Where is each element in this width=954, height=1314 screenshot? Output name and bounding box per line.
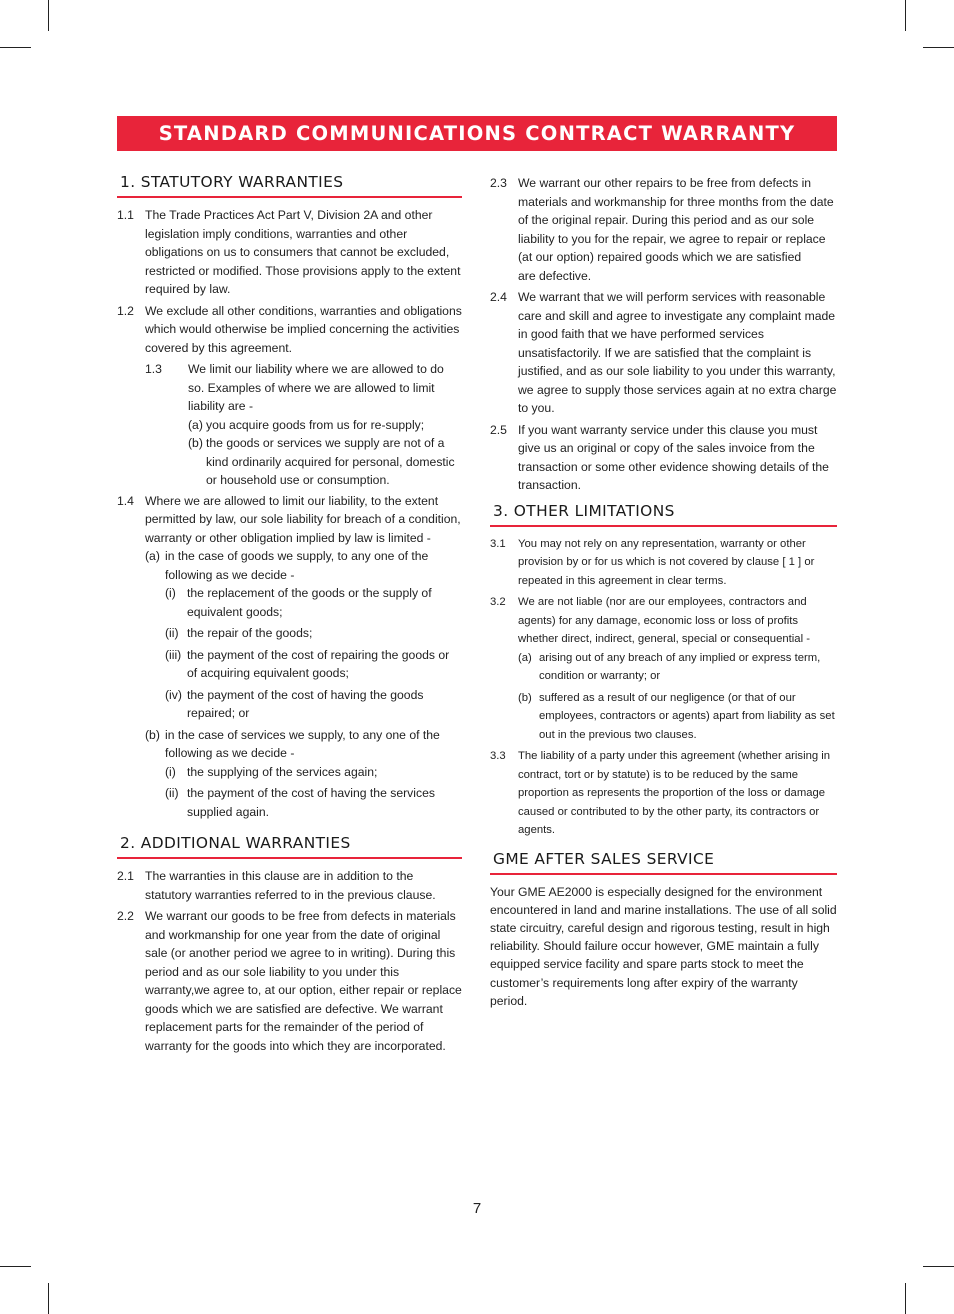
clause-text: We are not liable (nor are our employees, contractors and agents) for any damage, economic loss or loss of profits whether direct, indirect, general, special or consequential - <box>518 596 810 645</box>
clause-3-2-a <box>518 649 837 686</box>
clause-2-3 <box>490 174 837 285</box>
clause-1-3 <box>145 360 462 490</box>
clause-2-2 <box>117 907 462 1055</box>
clause-2-5 <box>490 421 837 495</box>
crop-mark-bottom-left-h <box>0 1266 31 1267</box>
clause-text: in the case of services we supply, to any one of the following as we decide - <box>165 727 440 760</box>
clause-text: suffered as a result of our negligence (or that of our employees, contractors or agents) apart from liability as set out in the previous two clauses. <box>539 691 835 741</box>
clause-text: Where we are allowed to limit our liability, to the extent permitted by law, our sole liability for breach of a condition, warranty or other obligation implied by law is limited - <box>145 493 461 545</box>
clause-text: the payment of the cost of having the goods repaired; or <box>187 687 424 720</box>
clause-roman: (ii) <box>165 626 179 640</box>
clause-1-4 <box>117 492 462 822</box>
clause-number: 2.1 <box>117 869 134 883</box>
clause-text: You may not rely on any representation, warranty or other provision by or for us which is not covered by clause [ 1 ] or repeated in this agreement in clear terms. <box>518 537 815 587</box>
clause-2-4 <box>490 288 837 418</box>
clause-text: the payment of the cost of having the services supplied again. <box>187 786 435 819</box>
clause-1-4-b <box>145 726 462 822</box>
clause-3-1 <box>490 535 837 591</box>
clause-number: 1.4 <box>117 493 134 508</box>
clause-letter: (b) <box>188 436 203 450</box>
clause-text: We warrant our other repairs to be free from defects in materials and workmanship for three months from the date of the original repair. During this period and as our sole liability to you for the repair, we agree to repair or replace (at our option) repaired goods which we are satisfied <box>518 176 834 264</box>
clause-letter: (a) <box>188 417 203 432</box>
clause-1-4-b-i <box>165 763 462 782</box>
crop-mark-top-left-h <box>0 47 31 48</box>
page-number: 7 <box>472 1200 482 1217</box>
clause-1-2 <box>117 302 462 358</box>
clause-number: 2.2 <box>117 909 134 923</box>
clause-number: 1.1 <box>117 208 134 222</box>
clause-text: the repair of the goods; <box>187 626 313 640</box>
clause-3-2 <box>490 593 837 744</box>
clause-roman: (iii) <box>165 647 182 662</box>
crop-mark-top-right <box>905 0 906 31</box>
page-title-banner <box>117 116 837 151</box>
clause-1-4-a-iv <box>165 686 462 723</box>
clause-number: 1.3 <box>145 362 162 376</box>
clause-1-4-a-iii <box>165 646 462 683</box>
clause-letter: (b) <box>145 727 160 742</box>
clause-3-2-b <box>518 689 837 745</box>
clause-1-4-a <box>145 547 462 723</box>
clause-2-1 <box>117 867 462 904</box>
clause-roman: (iv) <box>165 687 182 702</box>
clause-text: the supplying of the services again; <box>187 764 378 779</box>
clause-1-4-a-ii <box>165 624 462 643</box>
clause-text: The liability of a party under this agreement (whether arising in contract, tort or by statute) is to be reduced by the same proportion as represents the proportion of the loss or damage caused or contributed to by the other party, its contractors or agents. <box>518 750 831 836</box>
crop-mark-top-left <box>48 0 49 31</box>
page-title: STANDARD COMMUNICATIONS CONTRACT WARRANTY <box>158 122 796 145</box>
right-column <box>490 174 837 1010</box>
clause-number: 3.1 <box>490 537 506 550</box>
clause-1-3-b <box>188 434 462 490</box>
section-title-other-limitations: 3. OTHER LIMITATIONS <box>490 501 837 527</box>
clause-text: the replacement of the goods or the supply of equivalent goods; <box>187 586 432 619</box>
clause-1-4-b-ii <box>165 784 462 821</box>
clause-roman: (i) <box>165 586 176 600</box>
crop-mark-bottom-left <box>48 1283 49 1314</box>
clause-text: We limit our liability where we are allowed to do so. Examples of where we are allowed to limit liability are - <box>188 362 444 413</box>
clause-text: the payment of the cost of repairing the goods or of acquiring equivalent goods; <box>187 647 450 680</box>
clause-roman: (ii) <box>165 786 179 800</box>
clause-letter: (a) <box>145 549 160 563</box>
clause-number: 3.2 <box>490 596 506 608</box>
clause-letter: (a) <box>518 651 532 664</box>
clause-text: the goods or services we supply are not of a kind ordinarily acquired for personal, domestic or household use or consumption. <box>206 436 455 487</box>
clause-text: arising out of any breach of any implied or express term, condition or warranty; or <box>539 651 821 682</box>
clause-1-3-a <box>188 416 462 435</box>
crop-mark-bottom-right <box>905 1283 906 1314</box>
clause-3-3 <box>490 747 837 840</box>
clause-number: 1.2 <box>117 303 134 318</box>
clause-text: We warrant our goods to be free from defects in materials and workmanship for one year from the date of original sale (or another period we agree to in writing). During this period and as our sole liability to you under this warranty,we agree to, at our option, either repair or replace goods which we are satisfied are defective. We warrant replacement parts for the remainder of the period of warranty for the goods into which they are incorporated. <box>145 909 462 1053</box>
clause-roman: (i) <box>165 764 176 779</box>
after-sales-paragraph: Your GME AE2000 is especially designed for the environment encountered in land and marine installations. The use of all solid state circuitry, careful design and rigorous testing, result in high reliability. Should failure occur however, GME maintain a fully equipped service facility and spare parts stock to meet the customer’s requirements long after expiry of the warranty period. <box>490 884 837 1008</box>
section-title-statutory: 1. STATUTORY WARRANTIES <box>117 172 462 198</box>
clause-1-1 <box>117 206 462 299</box>
section-title-after-sales: GME AFTER SALES SERVICE <box>490 849 837 875</box>
clause-text-continued: are defective. <box>518 268 592 283</box>
section-title-additional: 2. ADDITIONAL WARRANTIES <box>117 833 462 859</box>
crop-mark-bottom-right-h <box>923 1266 954 1267</box>
clause-number: 2.3 <box>490 176 507 190</box>
clause-text: in the case of goods we supply, to any one of the following as we decide - <box>165 549 429 582</box>
clause-number: 2.4 <box>490 290 507 304</box>
clause-number: 3.3 <box>490 750 506 762</box>
clause-text: If you want warranty service under this clause you must give us an original or copy of the sales invoice from the transaction or some other evidence showing details of the transaction. <box>518 422 829 492</box>
clause-text: The Trade Practices Act Part V, Division 2A and other legislation imply conditions, warranties and other obligations on us to consumers that cannot be excluded, restricted or modified. Those provisions apply to the extent required by law. <box>145 208 461 296</box>
clause-letter: (b) <box>518 691 532 704</box>
clause-number: 2.5 <box>490 422 507 437</box>
clause-text: We exclude all other conditions, warranties and obligations which would otherwise be implied concerning the activities covered by this agreement. <box>145 303 462 355</box>
clause-text: We warrant that we will perform services with reasonable care and skill and agree to investigate any complaint made in good faith that we have performed services unsatisfactorily. If we are satisfied that the complaint is justified, and as our sole liability to you under this warranty, we agree to supply those services again at no extra charge to you. <box>518 290 837 415</box>
clause-text: you acquire goods from us for re-supply; <box>206 417 425 432</box>
crop-mark-top-right-h <box>923 47 954 48</box>
left-column <box>117 172 462 1058</box>
clause-1-4-a-i <box>165 584 462 621</box>
clause-text: The warranties in this clause are in addition to the statutory warranties referred to in the previous clause. <box>145 869 436 902</box>
